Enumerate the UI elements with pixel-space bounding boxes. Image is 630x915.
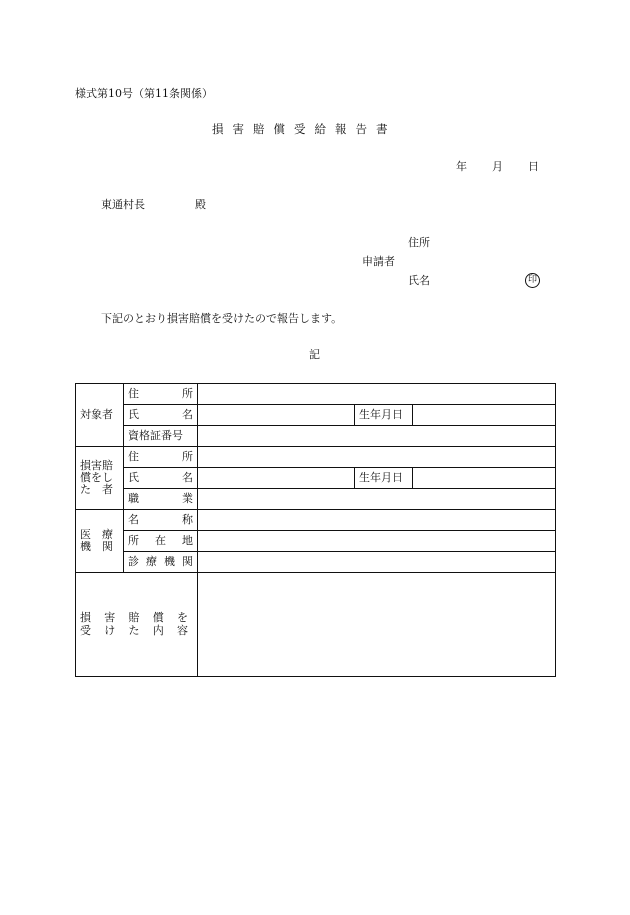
subject-address-field[interactable] xyxy=(198,384,556,405)
content-label: 損 害 賠 償 を 受 け た 内 容 xyxy=(76,573,198,677)
applicant-name-label: 氏名 xyxy=(408,274,430,287)
seal-mark: 印 xyxy=(525,273,540,288)
payer-group-label: 損害賠 償をし た 者 xyxy=(76,447,124,510)
payer-job-label: 職 業 xyxy=(124,489,198,510)
report-table xyxy=(75,383,556,677)
medical-name-label: 名 称 xyxy=(124,510,198,531)
payer-name-label: 氏 名 xyxy=(124,468,198,489)
subject-birth-label: 生年月日 xyxy=(355,405,413,426)
page-title: 損害賠償受給報告書 xyxy=(212,122,397,136)
ki-heading: 記 xyxy=(309,348,320,361)
medical-location-field[interactable] xyxy=(198,531,556,552)
content-field[interactable] xyxy=(198,573,556,677)
addressee-name: 東通村長 xyxy=(101,198,145,211)
applicant-role-label: 申請者 xyxy=(362,255,395,268)
payer-birth-field[interactable] xyxy=(413,468,556,489)
medical-dept-field[interactable] xyxy=(198,552,556,573)
payer-address-field[interactable] xyxy=(198,447,556,468)
subject-address-label: 住 所 xyxy=(124,384,198,405)
addressee-honorific: 殿 xyxy=(195,198,206,211)
subject-name-field[interactable] xyxy=(198,405,355,426)
payer-job-field[interactable] xyxy=(198,489,556,510)
payer-address-label: 住 所 xyxy=(124,447,198,468)
medical-dept-label: 診 療 機 関 xyxy=(124,552,198,573)
subject-cert-field[interactable] xyxy=(198,426,556,447)
statement-text: 下記のとおり損害賠償を受けたので報告します。 xyxy=(101,312,343,325)
subject-name-label: 氏 名 xyxy=(124,405,198,426)
medical-group-label: 医 療 機 関 xyxy=(76,510,124,573)
medical-location-label: 所 在 地 xyxy=(124,531,198,552)
date-year-label: 年 xyxy=(456,160,467,173)
subject-group-label: 対象者 xyxy=(76,384,124,447)
medical-name-field[interactable] xyxy=(198,510,556,531)
applicant-address-label: 住所 xyxy=(408,236,430,249)
subject-birth-field[interactable] xyxy=(413,405,556,426)
subject-cert-label: 資格証番号 xyxy=(124,426,198,447)
form-number: 様式第10号（第11条関係） xyxy=(75,87,213,100)
date-month-label: 月 xyxy=(492,160,503,173)
date-day-label: 日 xyxy=(528,160,539,173)
payer-name-field[interactable] xyxy=(198,468,355,489)
payer-birth-label: 生年月日 xyxy=(355,468,413,489)
